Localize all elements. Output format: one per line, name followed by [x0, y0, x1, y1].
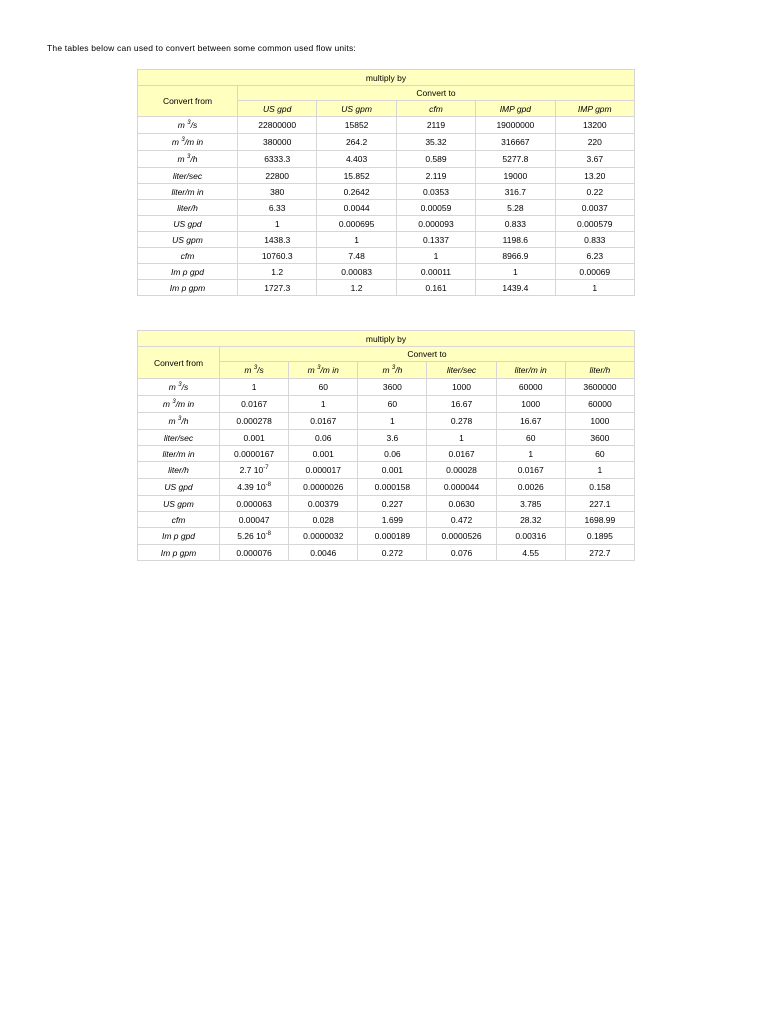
table-row — [138, 479, 635, 496]
row-label: m $^3$/s — [138, 379, 220, 396]
table-cell: 0.076 — [427, 545, 496, 561]
column-header: US gpd — [238, 101, 317, 117]
table-cell: 380000 — [238, 134, 317, 151]
row-label: m $^3$/m in — [138, 134, 238, 151]
table-cell: 5.28 — [476, 200, 555, 216]
convert-from-header: Convert from — [138, 347, 220, 379]
table-cell: 3600 — [565, 430, 634, 446]
table-row — [138, 264, 635, 280]
table-cell: 1 — [289, 396, 358, 413]
row-label: liter/sec — [138, 430, 220, 446]
table-row — [138, 134, 635, 151]
column-header: cfm — [396, 101, 475, 117]
table-cell: 0.0167 — [496, 462, 565, 479]
row-label: m $^3$/h — [138, 413, 220, 430]
table-cell: 380 — [238, 184, 317, 200]
table-cell: 0.22 — [555, 184, 634, 200]
table-cell: 60 — [565, 446, 634, 462]
table-cell: 0.0026 — [496, 479, 565, 496]
table-cell: 227.1 — [565, 496, 634, 512]
table-cell: 5277.8 — [476, 151, 555, 168]
table-cell: 60 — [496, 430, 565, 446]
table-cell: 316.7 — [476, 184, 555, 200]
row-label: Im p gpd — [138, 528, 220, 545]
table-cell: 0.1895 — [565, 528, 634, 545]
table-row — [138, 184, 635, 200]
convert-from-header: Convert from — [138, 86, 238, 117]
table-cell: 0.000695 — [317, 216, 396, 232]
table-cell: 15.852 — [317, 168, 396, 184]
conversion-table-1 — [137, 69, 635, 296]
table-cell: 6.33 — [238, 200, 317, 216]
table-cell: 15852 — [317, 117, 396, 134]
table-cell: 0.000579 — [555, 216, 634, 232]
table-cell: 19000 — [476, 168, 555, 184]
table-cell: 0.0000526 — [427, 528, 496, 545]
table-row — [138, 216, 635, 232]
row-label: m $^3$/s — [138, 117, 238, 134]
table-cell: 0.0000167 — [220, 446, 289, 462]
table-cell: 1 — [496, 446, 565, 462]
table-cell: 1000 — [496, 396, 565, 413]
table-row — [138, 446, 635, 462]
table-cell: 0.000063 — [220, 496, 289, 512]
table-cell: 1000 — [565, 413, 634, 430]
table-cell: 19000000 — [476, 117, 555, 134]
table-cell: 0.00379 — [289, 496, 358, 512]
table-cell: 1 — [358, 413, 427, 430]
table-row — [138, 248, 635, 264]
table-cell: 1439.4 — [476, 280, 555, 296]
table-cell: 0.0353 — [396, 184, 475, 200]
table-cell: 0.0000026 — [289, 479, 358, 496]
table-cell: 35.32 — [396, 134, 475, 151]
table-cell: 4.403 — [317, 151, 396, 168]
row-label: US gpd — [138, 216, 238, 232]
row-label: liter/m in — [138, 446, 220, 462]
table-cell: 0.833 — [476, 216, 555, 232]
row-label: m $^3$/m in — [138, 396, 220, 413]
table-cell: 22800 — [238, 168, 317, 184]
table-row — [138, 379, 635, 396]
table-cell: 6333.3 — [238, 151, 317, 168]
table-cell: 0.028 — [289, 512, 358, 528]
table-cell: 0.158 — [565, 479, 634, 496]
table-cell: 60000 — [565, 396, 634, 413]
table-row — [138, 496, 635, 512]
table-cell: 3.6 — [358, 430, 427, 446]
table-cell: 5.26 $10^{-8}$ — [220, 528, 289, 545]
table-cell: 0.000158 — [358, 479, 427, 496]
column-header: m $^3$/h — [358, 362, 427, 379]
table-cell: 16.67 — [496, 413, 565, 430]
table-cell: 0.00083 — [317, 264, 396, 280]
table-row — [138, 168, 635, 184]
table-cell: 60 — [358, 396, 427, 413]
table-cell: 0.06 — [358, 446, 427, 462]
table-row — [138, 430, 635, 446]
table-cell: 0.000076 — [220, 545, 289, 561]
table-cell: 220 — [555, 134, 634, 151]
table-cell: 10760.3 — [238, 248, 317, 264]
table-row — [138, 545, 635, 561]
row-label: US gpm — [138, 496, 220, 512]
table-cell: 1000 — [427, 379, 496, 396]
table-cell: 0.278 — [427, 413, 496, 430]
table-cell: 3600 — [358, 379, 427, 396]
table-cell: 1 — [396, 248, 475, 264]
table-cell: 272.7 — [565, 545, 634, 561]
table-cell: 7.48 — [317, 248, 396, 264]
column-header: IMP gpm — [555, 101, 634, 117]
column-header: liter/h — [565, 362, 634, 379]
table-cell: 0.000017 — [289, 462, 358, 479]
table-cell: 0.00316 — [496, 528, 565, 545]
table-row — [138, 512, 635, 528]
column-header: IMP gpd — [476, 101, 555, 117]
column-header: US gpm — [317, 101, 396, 117]
multiply-by-header: multiply by — [138, 70, 635, 86]
table-cell: 0.1337 — [396, 232, 475, 248]
table-cell: 1198.6 — [476, 232, 555, 248]
table-cell: 0.227 — [358, 496, 427, 512]
table-row — [138, 528, 635, 545]
intro-text: The tables below can used to convert between some common used flow units: — [47, 43, 356, 53]
table-cell: 13200 — [555, 117, 634, 134]
table-cell: 60000 — [496, 379, 565, 396]
table-cell: 0.001 — [358, 462, 427, 479]
table-cell: 2.7 $10^{-7}$ — [220, 462, 289, 479]
table-cell: 3.67 — [555, 151, 634, 168]
table-cell: 0.2642 — [317, 184, 396, 200]
table-cell: 1 — [565, 462, 634, 479]
table-row — [138, 462, 635, 479]
table-cell: 0.000093 — [396, 216, 475, 232]
table-cell: 2.119 — [396, 168, 475, 184]
convert-to-header: Convert to — [238, 86, 635, 101]
table-row — [138, 396, 635, 413]
table-cell: 0.0000032 — [289, 528, 358, 545]
table-cell: 0.000278 — [220, 413, 289, 430]
table-cell: 1.2 — [317, 280, 396, 296]
conversion-table-2 — [137, 330, 635, 561]
table-cell: 0.472 — [427, 512, 496, 528]
table-cell: 4.39 $10^{-8}$ — [220, 479, 289, 496]
table-cell: 1 — [476, 264, 555, 280]
table-cell: 0.00011 — [396, 264, 475, 280]
table-cell: 22800000 — [238, 117, 317, 134]
row-label: Im p gpd — [138, 264, 238, 280]
table-cell: 8966.9 — [476, 248, 555, 264]
column-header: liter/sec — [427, 362, 496, 379]
table-cell: 0.0046 — [289, 545, 358, 561]
table-cell: 0.06 — [289, 430, 358, 446]
column-header: m $^3$/m in — [289, 362, 358, 379]
row-label: liter/h — [138, 462, 220, 479]
table-cell: 1438.3 — [238, 232, 317, 248]
table-cell: 0.00059 — [396, 200, 475, 216]
table-cell: 1 — [317, 232, 396, 248]
row-label: liter/sec — [138, 168, 238, 184]
table-cell: 0.589 — [396, 151, 475, 168]
table-cell: 0.0044 — [317, 200, 396, 216]
table-cell: 264.2 — [317, 134, 396, 151]
table-cell: 16.67 — [427, 396, 496, 413]
row-label: Im p gpm — [138, 280, 238, 296]
row-label: liter/h — [138, 200, 238, 216]
table-cell: 13.20 — [555, 168, 634, 184]
convert-to-header: Convert to — [220, 347, 635, 362]
table-cell: 0.000189 — [358, 528, 427, 545]
table-row — [138, 151, 635, 168]
row-label: cfm — [138, 512, 220, 528]
table-cell: 2119 — [396, 117, 475, 134]
table-cell: 1 — [220, 379, 289, 396]
table-cell: 1 — [238, 216, 317, 232]
row-label: m $^3$/h — [138, 151, 238, 168]
multiply-by-header: multiply by — [138, 331, 635, 347]
row-label: US gpd — [138, 479, 220, 496]
table-cell: 3600000 — [565, 379, 634, 396]
table-cell: 28.32 — [496, 512, 565, 528]
table-cell: 1 — [427, 430, 496, 446]
table-cell: 1.2 — [238, 264, 317, 280]
table-cell: 316667 — [476, 134, 555, 151]
table-cell: 0.833 — [555, 232, 634, 248]
row-label: US gpm — [138, 232, 238, 248]
table-cell: 0.161 — [396, 280, 475, 296]
table-cell: 1727.3 — [238, 280, 317, 296]
table-cell: 0.0167 — [427, 446, 496, 462]
row-label: Im p gpm — [138, 545, 220, 561]
table-cell: 0.000044 — [427, 479, 496, 496]
table-cell: 4.55 — [496, 545, 565, 561]
column-header: liter/m in — [496, 362, 565, 379]
table-cell: 3.785 — [496, 496, 565, 512]
table-row — [138, 117, 635, 134]
row-label: cfm — [138, 248, 238, 264]
table-row — [138, 200, 635, 216]
table-row — [138, 280, 635, 296]
table-cell: 0.0037 — [555, 200, 634, 216]
table-cell: 1.699 — [358, 512, 427, 528]
column-header: m $^3$/s — [220, 362, 289, 379]
table-cell: 0.272 — [358, 545, 427, 561]
row-label: liter/m in — [138, 184, 238, 200]
table-cell: 0.0630 — [427, 496, 496, 512]
table-cell: 0.00028 — [427, 462, 496, 479]
table-cell: 0.0167 — [289, 413, 358, 430]
table-row — [138, 413, 635, 430]
table-cell: 60 — [289, 379, 358, 396]
table-cell: 1 — [555, 280, 634, 296]
table-cell: 0.0167 — [220, 396, 289, 413]
table-cell: 0.001 — [220, 430, 289, 446]
table-cell: 0.001 — [289, 446, 358, 462]
table-cell: 6.23 — [555, 248, 634, 264]
table-cell: 1698.99 — [565, 512, 634, 528]
table-row — [138, 232, 635, 248]
table-cell: 0.00047 — [220, 512, 289, 528]
table-cell: 0.00069 — [555, 264, 634, 280]
